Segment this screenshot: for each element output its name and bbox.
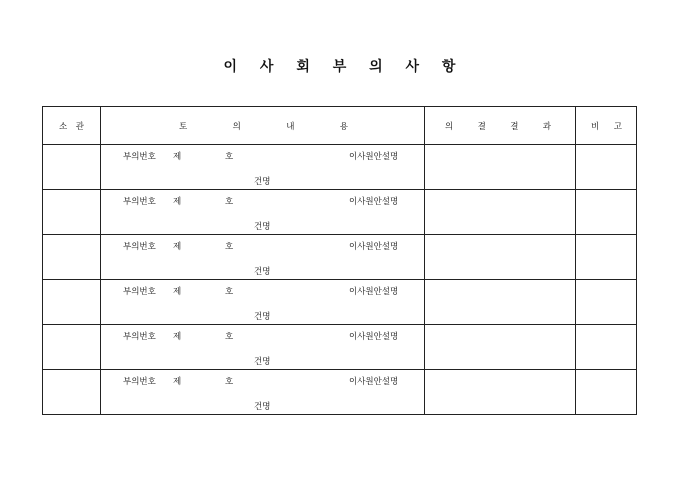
cell-sogwan: [43, 235, 101, 280]
header-char: 소: [59, 121, 68, 132]
cell-result: [425, 190, 576, 235]
cell-remarks: [576, 235, 637, 280]
table-row: [43, 280, 637, 325]
agenda-je-label: 제: [173, 287, 182, 297]
table-row: [43, 370, 637, 415]
header-sogwan: [43, 107, 101, 145]
cell-remarks: [576, 325, 637, 370]
header-char: 관: [75, 121, 84, 132]
cell-result: [425, 145, 576, 190]
director-explanation-label: 이사원안설명: [349, 242, 399, 252]
agenda-je-label: 제: [173, 377, 182, 387]
cell-sogwan: [43, 370, 101, 415]
document-title: 이 사 회 부 의 사 항: [223, 59, 465, 75]
cell-content: [101, 280, 425, 325]
agenda-number-label: 부의번호: [123, 332, 156, 342]
agenda-ho-label: 호: [225, 332, 234, 342]
cell-result: [425, 235, 576, 280]
director-explanation-label: 이사원안설명: [349, 332, 399, 342]
table-row: [43, 145, 637, 190]
cell-sogwan: [43, 190, 101, 235]
header-char: 과: [542, 121, 551, 132]
header-toui-content: [101, 107, 425, 145]
agenda-number-label: 부의번호: [123, 242, 156, 252]
cell-result: [425, 370, 576, 415]
agenda-ho-label: 호: [225, 152, 234, 162]
cell-result: [425, 325, 576, 370]
agenda-ho-label: 호: [225, 287, 234, 297]
header-char: 토: [179, 121, 188, 132]
header-char: 결: [510, 121, 519, 132]
subject-label: 건명: [254, 222, 271, 232]
cell-content: [101, 190, 425, 235]
cell-sogwan: [43, 325, 101, 370]
table-row: [43, 235, 637, 280]
director-explanation-label: 이사원안설명: [349, 197, 399, 207]
header-char: 고: [613, 121, 622, 132]
header-char: 의: [232, 121, 241, 132]
agenda-number-label: 부의번호: [123, 287, 156, 297]
cell-content: [101, 325, 425, 370]
table-row: [43, 190, 637, 235]
agenda-ho-label: 호: [225, 197, 234, 207]
header-resolution-result: [425, 107, 576, 145]
cell-sogwan: [43, 280, 101, 325]
agenda-ho-label: 호: [225, 242, 234, 252]
subject-label: 건명: [254, 402, 271, 412]
table-row: [43, 325, 637, 370]
director-explanation-label: 이사원안설명: [349, 152, 399, 162]
cell-content: [101, 145, 425, 190]
cell-remarks: [576, 190, 637, 235]
header-char: 내: [286, 121, 295, 132]
header-char: 결: [477, 121, 486, 132]
cell-remarks: [576, 145, 637, 190]
agenda-je-label: 제: [173, 332, 182, 342]
director-explanation-label: 이사원안설명: [349, 377, 399, 387]
cell-remarks: [576, 280, 637, 325]
agenda-number-label: 부의번호: [123, 377, 156, 387]
header-char: 비: [591, 121, 600, 132]
agenda-je-label: 제: [173, 152, 182, 162]
subject-label: 건명: [254, 177, 271, 187]
header-char: 의: [445, 121, 454, 132]
cell-content: [101, 235, 425, 280]
table-header-row: [43, 107, 637, 145]
header-remarks: [576, 107, 637, 145]
subject-label: 건명: [254, 312, 271, 322]
cell-remarks: [576, 370, 637, 415]
cell-result: [425, 280, 576, 325]
cell-content: [101, 370, 425, 415]
agenda-je-label: 제: [173, 242, 182, 252]
subject-label: 건명: [254, 357, 271, 367]
director-explanation-label: 이사원안설명: [349, 287, 399, 297]
agenda-number-label: 부의번호: [123, 152, 156, 162]
agenda-number-label: 부의번호: [123, 197, 156, 207]
agenda-ho-label: 호: [225, 377, 234, 387]
board-agenda-table: [42, 106, 637, 415]
cell-sogwan: [43, 145, 101, 190]
agenda-je-label: 제: [173, 197, 182, 207]
header-char: 용: [339, 121, 348, 132]
subject-label: 건명: [254, 267, 271, 277]
